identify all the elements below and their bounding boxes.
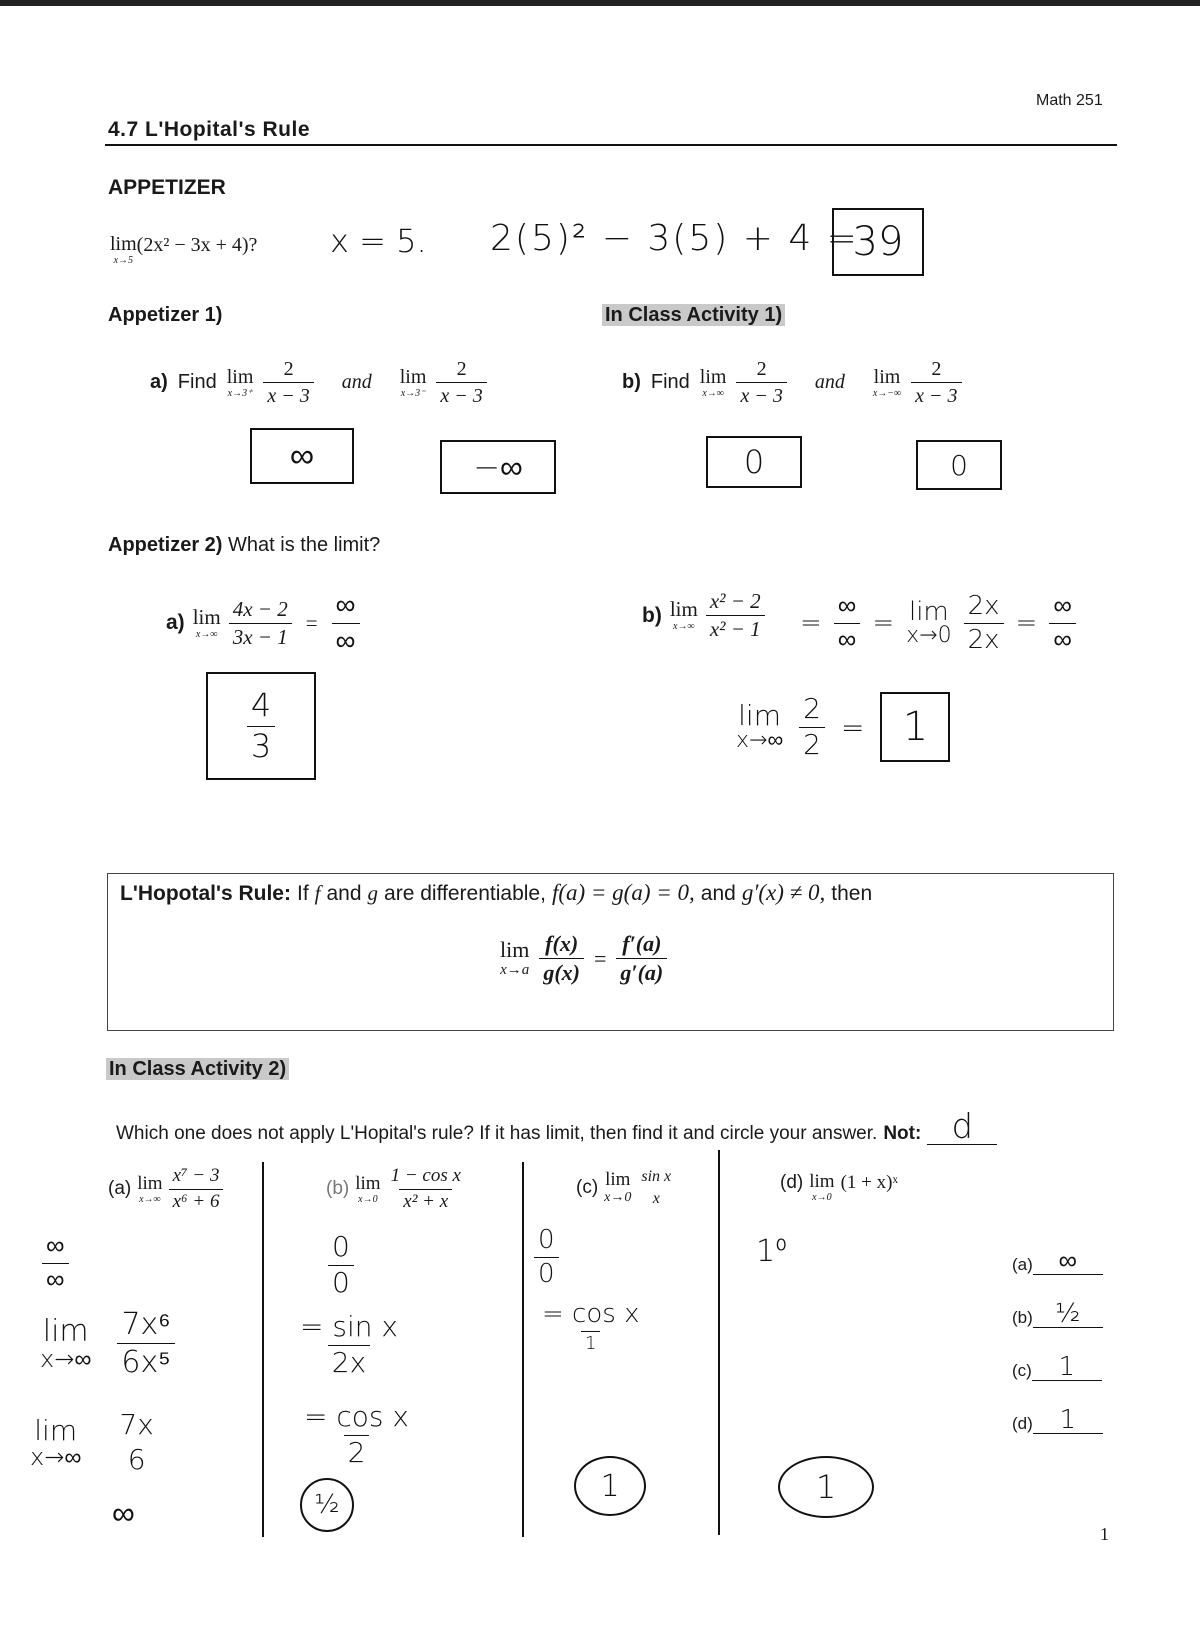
lim-text: lim — [399, 365, 427, 388]
numerator: ∞ — [837, 591, 857, 621]
part-label: b) — [622, 371, 641, 393]
answer-value: 1 — [1032, 1354, 1102, 1381]
appetizer1-part-a — [150, 358, 487, 407]
hand-work-a-step1 — [40, 1308, 175, 1379]
denominator: g(x) — [539, 958, 584, 985]
lim-text: lim — [699, 365, 727, 388]
numerator: 2 — [931, 358, 942, 380]
lim-text: lim — [873, 365, 901, 388]
activity2-heading-text: In Class Activity 2) — [106, 1058, 289, 1080]
lim-text: lim — [110, 233, 137, 255]
denominator: 0 — [534, 1257, 559, 1289]
hand-work-b-step2 — [300, 1402, 413, 1469]
rule-text: If — [296, 882, 309, 905]
equals-sign: = — [800, 608, 822, 639]
answer-value: ∞ — [289, 436, 315, 476]
lim-subscript: x→a — [500, 962, 530, 979]
lim-text: lim — [137, 1172, 163, 1194]
limit-operator — [192, 604, 221, 640]
page-number: 1 — [1100, 1524, 1109, 1544]
rule-text: and — [700, 882, 736, 905]
rule-name: L'Hopotal's Rule: — [120, 882, 291, 905]
answer-box-a1 — [250, 428, 354, 484]
scan-top-edge — [0, 0, 1200, 6]
hand-work-c-step1 — [538, 1300, 643, 1353]
numerator: ∞ — [46, 1231, 65, 1261]
lim-text: lim — [669, 597, 698, 622]
circled-answer-d: 1 — [778, 1456, 874, 1518]
lim-subscript: x→∞ — [30, 1442, 82, 1471]
activity2-problem-d — [780, 1172, 898, 1203]
hand-fraction — [115, 1410, 157, 1476]
activity1-heading-text: In Class Activity 1) — [602, 304, 785, 326]
hand-fraction — [538, 1300, 643, 1353]
answer-row — [1012, 1407, 1103, 1434]
limit-operator — [355, 1174, 380, 1205]
limit-operator — [137, 1174, 162, 1205]
rule-text: then — [831, 882, 873, 905]
lim-text: lim — [42, 1313, 89, 1349]
numerator: 7x⁶ — [121, 1307, 171, 1342]
lim-subscript: x→0 — [604, 1190, 632, 1206]
answer-box-b1 — [706, 436, 802, 488]
numerator: ∞ — [1053, 591, 1072, 621]
denominator: 3x − 1 — [229, 623, 292, 649]
numerator: 2 — [803, 691, 821, 725]
rule-formula — [500, 932, 667, 985]
lim-text: lim — [605, 1169, 631, 1191]
rule-f: f — [314, 881, 321, 905]
denominator: x² − 1 — [706, 615, 765, 641]
rule-condition: g′(x) ≠ 0, — [741, 880, 826, 905]
rule-statement — [120, 880, 872, 906]
answer-value: 0 — [950, 448, 968, 482]
lim-subscript: x→−∞ — [872, 387, 902, 399]
hand-fraction — [534, 1226, 559, 1288]
limit-operator — [110, 234, 137, 266]
hand-work-app2b-line2 — [736, 692, 950, 762]
fraction — [616, 932, 667, 985]
appetizer-heading: APPETIZER — [108, 176, 226, 199]
answer-box-app2b — [880, 692, 950, 762]
numerator: f(x) — [545, 931, 579, 956]
activity2-question-row — [116, 1107, 997, 1147]
numerator: = cos x — [304, 1400, 409, 1433]
hand-fraction — [117, 1308, 174, 1379]
hand-answer: 39 — [852, 219, 904, 265]
not-answer: d — [927, 1110, 997, 1145]
hand-answer-box — [832, 208, 924, 276]
lim-subscript: x→∞ — [139, 1193, 161, 1205]
lim-subscript: x→∞ — [195, 628, 218, 640]
and-label: and — [814, 371, 845, 393]
hand-fraction — [328, 1232, 354, 1299]
limit-operator — [604, 1170, 631, 1205]
hand-fraction — [42, 1232, 69, 1294]
hand-limit-operator — [906, 599, 951, 647]
denominator: 2x — [328, 1345, 370, 1379]
numerator: 2 — [756, 358, 767, 380]
hand-limit-operator — [40, 1313, 92, 1373]
circled-answer-c: 1 — [574, 1456, 646, 1516]
numerator: sin x — [641, 1168, 672, 1185]
hand-fraction — [964, 592, 1004, 654]
part-label: (c) — [576, 1176, 599, 1198]
part-label: (b) — [326, 1178, 350, 1200]
answer-label: (b) — [1012, 1308, 1033, 1327]
denominator: ∞ — [1049, 623, 1076, 655]
find-label: Find — [177, 371, 217, 393]
numerator: = cos x — [542, 1299, 640, 1329]
numerator: f′(a) — [622, 931, 662, 956]
limit-operator — [500, 939, 529, 978]
numerator: ∞ — [335, 588, 356, 621]
fraction — [637, 1168, 675, 1207]
hand-work-d: 1⁰ — [756, 1234, 788, 1269]
lim-subscript: x→∞ — [673, 621, 695, 633]
lim-text: lim — [226, 365, 254, 388]
section-title: 4.7 L'Hopital's Rule — [108, 118, 311, 141]
denominator: 0 — [328, 1265, 354, 1299]
numerator: 2x — [967, 591, 1000, 621]
hand-x-value: x = 5. — [330, 222, 427, 260]
appetizer2-part-b — [642, 590, 765, 641]
limit-operator — [400, 367, 427, 399]
lim-text: lim — [34, 1413, 78, 1447]
limit-operator — [700, 367, 727, 399]
lim-text: lim — [738, 699, 781, 732]
appetizer2-part-a — [166, 590, 360, 657]
rule-g: g — [367, 881, 379, 905]
limit-operator — [809, 1172, 834, 1203]
column-divider — [522, 1162, 524, 1537]
appetizer2-heading-row — [108, 534, 380, 557]
answer-label: (d) — [1012, 1414, 1033, 1433]
lim-subscript: x→0 — [358, 1193, 378, 1205]
hand-fraction — [332, 590, 360, 657]
part-label: b) — [642, 603, 662, 627]
equals-sign: = — [840, 710, 865, 744]
problem-expression: (2x² − 3x + 4)? — [136, 234, 258, 256]
answer-list — [1012, 1248, 1103, 1434]
limit-operator — [670, 599, 698, 632]
lim-subscript: x→3⁺ — [227, 387, 253, 399]
denominator: 2 — [344, 1435, 370, 1469]
rule-text: are differentiable, — [384, 882, 546, 905]
hand-work-b-step1 — [296, 1312, 402, 1379]
course-label: Math 251 — [1036, 92, 1103, 109]
part-label: (d) — [780, 1172, 804, 1193]
denominator: ∞ — [42, 1263, 69, 1295]
numerator: x⁷ − 3 — [172, 1165, 220, 1186]
answer-value: 0 — [743, 443, 765, 481]
and-label: and — [341, 371, 372, 393]
lim-subscript: x→∞ — [736, 728, 784, 753]
answer-row — [1012, 1248, 1103, 1275]
column-divider — [718, 1150, 720, 1535]
not-label: Not: — [883, 1123, 922, 1144]
fraction — [169, 1166, 224, 1213]
lim-text: lim — [908, 597, 949, 628]
appetizer1-heading: Appetizer 1) — [108, 304, 223, 326]
appetizer2-question: What is the limit? — [228, 534, 381, 556]
denominator: x⁶ + 6 — [169, 1189, 224, 1213]
answer-box-app2a — [206, 672, 316, 780]
lim-text: lim — [192, 604, 221, 629]
part-label: a) — [166, 611, 185, 635]
hand-fraction — [300, 1402, 413, 1469]
numerator: 2 — [456, 358, 467, 380]
activity2-heading — [106, 1058, 289, 1081]
numerator: 1 − cos x — [390, 1165, 461, 1186]
lim-text: lim — [500, 937, 530, 963]
hand-fraction — [247, 688, 275, 763]
limit-operator — [227, 367, 254, 399]
numerator: 2 — [283, 358, 294, 380]
rule-condition: f(a) = g(a) = 0, — [551, 880, 695, 905]
denominator: x — [652, 1189, 660, 1207]
numerator: 0 — [332, 1230, 350, 1263]
equals-sign: = — [1015, 608, 1038, 639]
fraction — [736, 358, 786, 407]
fraction — [263, 358, 313, 407]
column-divider — [262, 1162, 264, 1537]
denominator: 6 — [127, 1442, 146, 1476]
denominator: x² + x — [399, 1189, 452, 1213]
activity2-question: Which one does not apply L'Hopital's rule? If it has limit, then find it and circle your answer. — [116, 1123, 878, 1144]
hand-work-c — [534, 1226, 559, 1288]
numerator: 4x − 2 — [232, 596, 288, 621]
denominator: x − 3 — [263, 382, 313, 407]
lim-text: lim — [809, 1171, 835, 1192]
hand-fraction — [834, 592, 861, 654]
denominator: x − 3 — [911, 382, 961, 407]
denominator: 1 — [581, 1331, 600, 1354]
hand-work-a-result: ∞ — [112, 1494, 135, 1532]
equals-sign: = — [305, 610, 318, 635]
denominator: x − 3 — [736, 382, 786, 407]
fraction — [539, 932, 584, 985]
numerator: = sin x — [300, 1310, 398, 1343]
answer-value: ∞ — [1033, 1248, 1103, 1275]
denominator: 2x — [964, 623, 1004, 655]
numerator: 4 — [250, 686, 272, 725]
lim-subscript: x→0 — [906, 623, 952, 649]
lim-subscript: x→∞ — [40, 1344, 92, 1373]
hand-fraction — [799, 691, 825, 761]
rule-text: and — [326, 882, 362, 905]
answer-value: 1 — [1033, 1407, 1103, 1434]
lim-subscript: x→3⁻ — [400, 387, 426, 399]
hand-work-b — [328, 1232, 354, 1299]
hand-limit-operator — [736, 699, 784, 753]
numerator: 7x — [119, 1408, 154, 1441]
answer-box-a2 — [440, 440, 556, 494]
hand-work-a — [42, 1232, 69, 1294]
part-label: a) — [150, 371, 168, 393]
activity2-problem-a — [108, 1166, 223, 1213]
answer-box-b2 — [916, 440, 1002, 490]
equals-sign: = — [594, 945, 607, 971]
lim-subscript: x→5 — [113, 255, 134, 266]
limit-operator — [873, 367, 901, 399]
denominator: 3 — [247, 726, 275, 764]
activity2-problem-c — [576, 1168, 675, 1207]
fraction — [229, 598, 292, 649]
part-label: (a) — [108, 1178, 132, 1200]
numerator: x² − 2 — [709, 589, 761, 613]
fraction — [911, 358, 961, 407]
hand-fraction — [296, 1312, 402, 1379]
title-rule — [105, 144, 1117, 146]
lim-subscript: x→0 — [812, 1192, 832, 1203]
activity1-part-b — [622, 358, 962, 407]
answer-row — [1012, 1354, 1103, 1381]
hand-work-a-step2 — [30, 1410, 158, 1476]
denominator: ∞ — [834, 623, 861, 655]
answer-value: ½ — [1033, 1301, 1103, 1328]
fraction — [706, 590, 765, 641]
appetizer-problem — [110, 234, 257, 266]
denominator: 6x⁵ — [117, 1343, 174, 1379]
hand-work-app2b — [800, 592, 1076, 654]
lim-text: lim — [355, 1172, 381, 1194]
denominator: 2 — [799, 727, 825, 761]
denominator: g′(a) — [616, 958, 667, 985]
denominator: ∞ — [332, 623, 360, 657]
answer-label: (a) — [1012, 1255, 1033, 1274]
activity2-problem-b — [326, 1166, 465, 1213]
fraction — [387, 1166, 465, 1213]
activity1-heading — [602, 304, 785, 327]
answer-row — [1012, 1301, 1103, 1328]
fraction — [436, 358, 486, 407]
answer-value: 1 — [902, 704, 929, 750]
hand-limit-operator — [30, 1413, 82, 1471]
numerator: 0 — [538, 1225, 555, 1255]
appetizer2-heading: Appetizer 2) — [108, 534, 223, 556]
expression: (1 + x)ˣ — [840, 1172, 898, 1193]
answer-value: −∞ — [473, 448, 523, 486]
lim-subscript: x→∞ — [702, 387, 724, 399]
circled-answer-b: ½ — [300, 1478, 354, 1532]
hand-fraction — [1049, 592, 1076, 654]
find-label: Find — [650, 371, 690, 393]
equals-sign: = — [872, 608, 895, 639]
hand-substitution: 2(5)² − 3(5) + 4 = — [490, 218, 859, 259]
denominator: x − 3 — [436, 382, 486, 407]
answer-label: (c) — [1012, 1361, 1032, 1380]
